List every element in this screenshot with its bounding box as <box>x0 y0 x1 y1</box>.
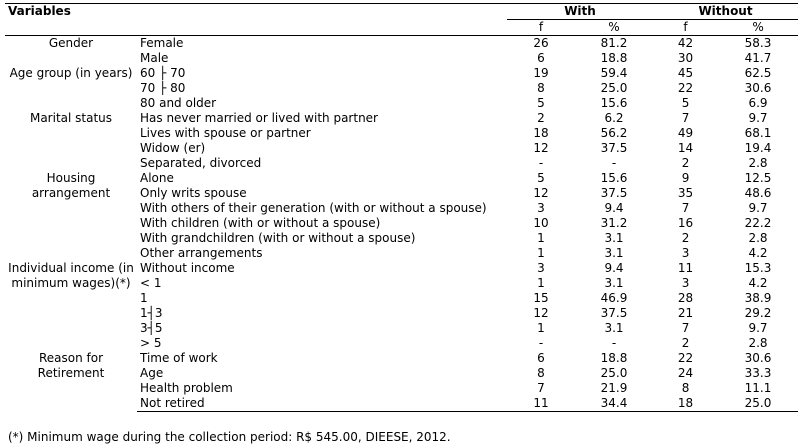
category-label: Housing arrangement <box>31 171 111 200</box>
row-label: > 5 <box>140 336 162 350</box>
without-pct-cell: 9.7 <box>748 201 768 215</box>
row-label: Not retired <box>137 396 507 412</box>
without-pct-cell: 2.8 <box>748 231 768 245</box>
with-f-cell: 12 <box>533 141 549 155</box>
with-f-cell: 6 <box>537 351 545 365</box>
row-label: 3┤5 <box>140 321 163 335</box>
without-pct-cell: 33.3 <box>744 366 772 380</box>
with-pct-cell: 15.6 <box>600 96 628 110</box>
without-pct-cell: 4.2 <box>748 246 768 260</box>
header-variables: Variables <box>5 4 137 20</box>
category-label: Individual income (in minimum wages)(*) <box>8 261 134 290</box>
with-pct-cell: 37.5 <box>600 186 628 200</box>
without-f-cell: 30 <box>677 51 694 65</box>
without-pct-cell: 68.1 <box>744 126 772 140</box>
with-f-cell: 12 <box>533 186 549 200</box>
with-f-cell: 1 <box>537 231 545 245</box>
with-pct-cell: 18.8 <box>600 351 628 365</box>
table-row <box>5 36 798 52</box>
without-f-cell: 7 <box>681 321 690 335</box>
row-label: Widow (er) <box>140 141 206 155</box>
with-f-cell: 15 <box>533 291 549 305</box>
row-label: < 1 <box>140 276 162 290</box>
without-pct-cell: 2.8 <box>748 156 768 170</box>
row-label: 60 ├ 70 <box>140 66 186 80</box>
with-pct-cell: 31.2 <box>600 216 628 230</box>
without-f-cell: 14 <box>677 141 694 155</box>
without-f-cell: 49 <box>677 126 694 140</box>
with-f-cell: - <box>538 156 544 170</box>
without-f-cell: 7 <box>681 111 690 125</box>
with-pct-cell: 25.0 <box>600 81 628 95</box>
row-label: Has never married or lived with partner <box>140 111 378 125</box>
with-f-cell: - <box>538 336 544 350</box>
with-pct-cell: 6.2 <box>604 111 624 125</box>
without-pct-cell: 12.5 <box>744 171 772 185</box>
without-pct-cell: 62.5 <box>744 66 772 80</box>
with-f-cell: 3 <box>537 201 545 215</box>
with-pct-cell: 56.2 <box>600 126 628 140</box>
with-pct-cell: 37.5 <box>600 141 628 155</box>
without-f-cell: 2 <box>681 231 690 245</box>
row-label: Lives with spouse or partner <box>140 126 311 140</box>
with-pct-cell: 21.9 <box>600 381 628 395</box>
subheader-with-pct: % <box>608 20 620 34</box>
table-row <box>5 66 798 81</box>
subheader-without-f: f <box>683 20 688 34</box>
subheader-with-f: f <box>538 20 544 34</box>
table-body <box>5 36 798 412</box>
without-f-cell: 5 <box>681 96 690 110</box>
row-label: Separated, divorced <box>140 156 262 170</box>
with-pct-cell: - <box>611 156 617 170</box>
with-f-cell: 11 <box>507 396 575 412</box>
with-f-cell: 2 <box>537 111 545 125</box>
without-f-cell: 35 <box>677 186 694 200</box>
without-f-cell: 28 <box>677 291 694 305</box>
without-pct-cell: 30.6 <box>744 351 772 365</box>
without-f-cell: 11 <box>677 261 694 275</box>
with-pct-cell: 3.1 <box>604 246 624 260</box>
with-f-cell: 8 <box>537 366 545 380</box>
with-pct-cell: - <box>611 336 617 350</box>
with-pct-cell: 37.5 <box>600 306 628 320</box>
without-f-cell: 3 <box>681 276 690 290</box>
without-f-cell: 22 <box>677 81 694 95</box>
row-label: Time of work <box>140 351 218 365</box>
without-pct-cell: 15.3 <box>744 261 772 275</box>
with-f-cell: 7 <box>537 381 545 395</box>
with-f-cell: 8 <box>537 81 545 95</box>
with-f-cell: 26 <box>507 36 575 52</box>
row-label: Health problem <box>140 381 233 395</box>
row-label: With grandchildren (with or without a spouse) <box>140 231 416 245</box>
without-pct-cell: 9.7 <box>748 111 768 125</box>
with-pct-cell: 3.1 <box>604 321 624 335</box>
without-f-cell: 16 <box>677 216 694 230</box>
table-row <box>5 351 798 366</box>
row-label: Without income <box>140 261 235 275</box>
header-row <box>5 4 798 20</box>
without-f-cell: 7 <box>681 201 690 215</box>
without-f-cell: 45 <box>677 66 694 80</box>
without-f-cell: 9 <box>681 171 690 185</box>
without-f-cell: 22 <box>677 351 694 365</box>
row-label: Alone <box>140 171 174 185</box>
without-f-cell: 24 <box>677 366 694 380</box>
without-f-cell: 18 <box>653 396 718 412</box>
data-table <box>5 3 798 412</box>
with-f-cell: 10 <box>533 216 549 230</box>
without-pct-cell: 22.2 <box>744 216 772 230</box>
with-f-cell: 1 <box>537 246 545 260</box>
without-pct-cell: 6.9 <box>748 96 768 110</box>
with-pct-cell: 34.4 <box>575 396 653 412</box>
without-f-cell: 21 <box>677 306 694 320</box>
category-label: Gender <box>5 36 137 67</box>
without-pct-cell: 38.9 <box>744 291 772 305</box>
row-label: Only writs spouse <box>140 186 247 200</box>
row-label: Age <box>140 366 164 380</box>
row-label: 1┤3 <box>140 306 163 320</box>
category-label: Age group (in years) <box>9 66 133 80</box>
with-f-cell: 19 <box>533 66 549 80</box>
row-label: With others of their generation (with or without a spouse) <box>140 201 487 215</box>
with-f-cell: 5 <box>537 171 545 185</box>
without-pct-cell: 48.6 <box>744 186 772 200</box>
with-pct-cell: 3.1 <box>604 276 624 290</box>
with-f-cell: 18 <box>533 126 549 140</box>
with-f-cell: 12 <box>533 306 549 320</box>
with-pct-cell: 59.4 <box>600 66 628 80</box>
category-label: Marital status <box>29 111 113 125</box>
row-label: Other arrangements <box>140 246 263 260</box>
without-f-cell: 42 <box>653 36 718 52</box>
without-f-cell: 2 <box>681 336 690 350</box>
without-f-cell: 2 <box>681 156 690 170</box>
with-pct-cell: 81.2 <box>575 36 653 52</box>
row-label: 80 and older <box>140 96 217 110</box>
without-pct-cell: 25.0 <box>718 396 798 412</box>
with-pct-cell: 9.4 <box>604 201 624 215</box>
without-pct-cell: 4.2 <box>748 276 768 290</box>
without-pct-cell: 19.4 <box>744 141 772 155</box>
with-pct-cell: 3.1 <box>604 231 624 245</box>
row-label: Male <box>140 51 169 65</box>
subheader-without-pct: % <box>752 20 764 34</box>
row-label: Female <box>137 36 507 52</box>
without-f-cell: 3 <box>681 246 690 260</box>
with-f-cell: 6 <box>537 51 545 65</box>
with-f-cell: 1 <box>537 276 545 290</box>
without-pct-cell: 9.7 <box>748 321 768 335</box>
without-f-cell: 8 <box>681 381 690 395</box>
without-pct-cell: 11.1 <box>744 381 772 395</box>
without-pct-cell: 29.2 <box>744 306 772 320</box>
row-label: 70 ├ 80 <box>140 81 186 95</box>
table-row <box>5 111 798 126</box>
subheader-row <box>5 20 798 36</box>
with-f-cell: 5 <box>537 96 545 110</box>
row-label: With children (with or without a spouse) <box>140 216 381 230</box>
without-pct-cell: 58.3 <box>718 36 798 52</box>
table-row <box>5 261 798 276</box>
row-label: 1 <box>140 291 148 305</box>
category-label: Reason for Retirement <box>37 351 105 380</box>
without-pct-cell: 30.6 <box>744 81 772 95</box>
with-pct-cell: 46.9 <box>600 291 628 305</box>
without-pct-cell: 2.8 <box>748 336 768 350</box>
footnote: (*) Minimum wage during the collection period: R$ 545.00, DIEESE, 2012. <box>8 430 451 444</box>
with-pct-cell: 25.0 <box>600 366 628 380</box>
without-pct-cell: 41.7 <box>744 51 772 65</box>
with-pct-cell: 18.8 <box>600 51 628 65</box>
header-with: With <box>507 4 653 20</box>
with-f-cell: 3 <box>537 261 545 275</box>
with-pct-cell: 9.4 <box>604 261 624 275</box>
table-row <box>5 171 798 186</box>
header-without: Without <box>653 4 798 20</box>
with-f-cell: 1 <box>537 321 545 335</box>
with-pct-cell: 15.6 <box>600 171 628 185</box>
